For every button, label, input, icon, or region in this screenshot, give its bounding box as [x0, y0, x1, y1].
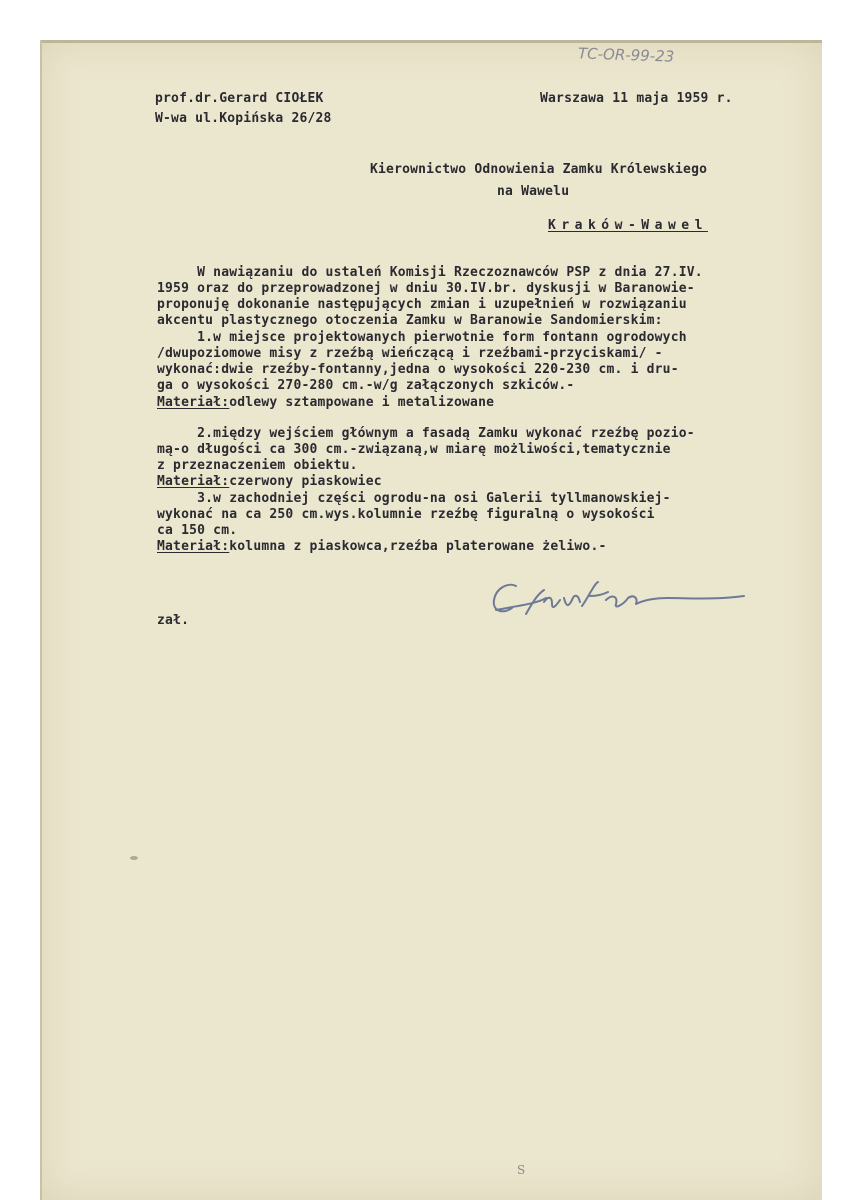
text-line: mą-o długości ca 300 cm.-związaną,w miarę możliwości,tematycznie	[157, 442, 671, 457]
material-label: Materiał:	[157, 395, 230, 410]
text-line: proponuję dokonanie następujących zmian i uzupełnień w rozwiązaniu	[157, 297, 687, 312]
enclosure-note: zał.	[157, 613, 190, 628]
text-line: wykonać:dwie rzeźby-fontanny,jedna o wysokości 220-230 cm. i dru-	[157, 362, 679, 377]
recipient-line2: na Wawelu	[497, 184, 570, 199]
handwritten-signature	[486, 576, 748, 622]
text-line: 1959 oraz do przeprowadzonej w dniu 30.IV.br. dyskusji w Baranowie-	[157, 281, 695, 296]
material-line	[157, 539, 607, 554]
archive-mark: TC-OR-99-23	[577, 44, 675, 66]
text-line: ga o wysokości 270-280 cm.-w/g załączonych szkiców.-	[157, 378, 575, 393]
paper-speck	[130, 856, 138, 860]
material-value: odlewy sztampowane i metalizowane	[229, 395, 495, 410]
material-value: kolumna z piaskowca,rzeźba platerowane żeliwo.-	[229, 539, 607, 554]
text-line: akcentu plastycznego otoczenia Zamku w Baranowie Sandomierskim:	[157, 313, 663, 328]
text-line: wykonać na ca 250 cm.wys.kolumnie rzeźbę figuralną o wysokości	[157, 507, 655, 522]
text-line: 1.w miejsce projektowanych pierwotnie form fontann ogrodowych	[157, 330, 687, 345]
text-line: 2.między wejściem głównym a fasadą Zamku wykonać rzeźbę pozio-	[157, 426, 695, 441]
material-label: Materiał:	[157, 539, 230, 554]
text-line: /dwupoziomowe misy z rzeźbą wieńczącą i rzeźbami-przyciskami/ -	[157, 346, 663, 361]
recipient-line1: Kierownictwo Odnowienia Zamku Królewskiego	[370, 162, 708, 177]
recipient-city: Kraków-Wawel	[548, 218, 708, 233]
material-line	[157, 395, 494, 410]
material-label: Materiał:	[157, 474, 230, 489]
text-line: W nawiązaniu do ustaleń Komisji Rzeczoznawców PSP z dnia 27.IV.	[157, 265, 703, 280]
sender-name: prof.dr.Gerard CIOŁEK	[155, 91, 324, 106]
text-line: 3.w zachodniej części ogrodu-na osi Galerii tyllmanowskiej-	[157, 491, 671, 506]
text-line: z przeznaczeniem obiektu.	[157, 458, 358, 473]
material-line	[157, 474, 382, 489]
bottom-mark: S	[517, 1163, 526, 1177]
place-date: Warszawa 11 maja 1959 r.	[540, 91, 733, 106]
text-line: ca 150 cm.	[157, 523, 238, 538]
material-value: czerwony piaskowiec	[229, 474, 382, 489]
sender-address: W-wa ul.Kopińska 26/28	[155, 111, 332, 126]
